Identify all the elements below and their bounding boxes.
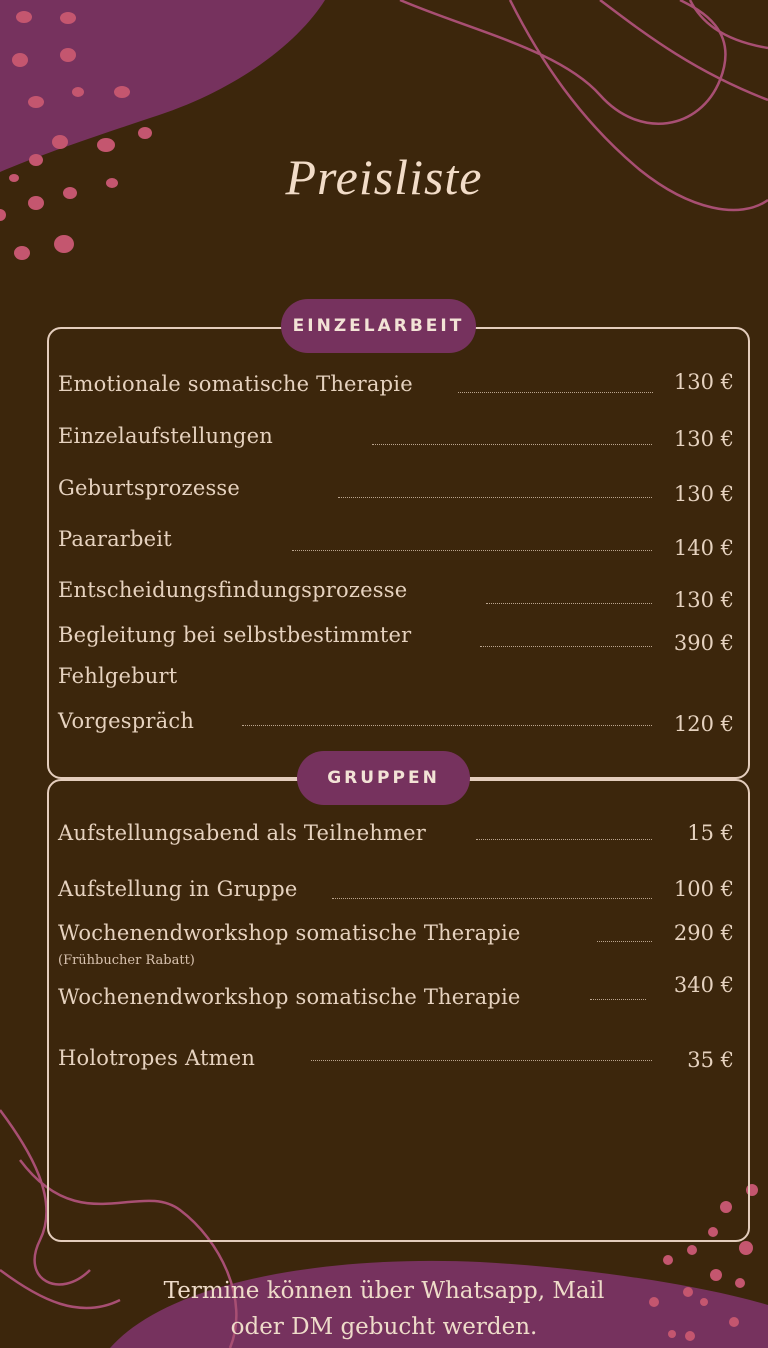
price-row — [58, 707, 734, 747]
dotted-leader — [311, 1060, 652, 1061]
service-name: Wochenendworkshop somatische Therapie — [58, 985, 521, 1009]
service-price: 130 € — [673, 588, 734, 612]
top-left-blob — [0, 0, 325, 172]
service-price: 390 € — [673, 631, 734, 655]
price-row — [58, 918, 734, 974]
page-title: Preisliste — [285, 149, 483, 205]
service-price: 290 € — [673, 921, 734, 945]
service-price: 130 € — [673, 482, 734, 506]
service-price: 120 € — [673, 712, 734, 736]
booking-note-line1: Termine können über Whatsapp, Mail — [163, 1278, 605, 1304]
service-name: Aufstellungsabend als Teilnehmer — [58, 821, 427, 845]
service-name: Geburtsprozesse — [58, 476, 241, 500]
dotted-leader — [486, 603, 652, 604]
price-row — [58, 970, 734, 1010]
price-row — [58, 420, 734, 460]
dotted-leader — [332, 898, 652, 899]
price-row — [58, 622, 734, 696]
dotted-leader — [458, 392, 653, 393]
dotted-leader — [372, 444, 652, 445]
dotted-leader — [242, 725, 652, 726]
service-price: 100 € — [673, 877, 734, 901]
service-name: Vorgespräch — [58, 709, 195, 733]
service-price: 130 € — [673, 427, 734, 451]
price-row — [58, 523, 734, 563]
price-row — [58, 818, 734, 858]
dotted-leader — [590, 999, 646, 1000]
service-price: 15 € — [687, 821, 734, 845]
dotted-leader — [292, 550, 652, 551]
service-price: 340 € — [673, 973, 734, 997]
service-price: 140 € — [673, 536, 734, 560]
price-row — [58, 472, 734, 512]
booking-note-line2: oder DM gebucht werden. — [230, 1314, 538, 1340]
service-name: Holotropes Atmen — [58, 1046, 256, 1070]
price-row — [58, 574, 734, 614]
service-name-line2: Fehlgeburt — [58, 664, 178, 688]
service-name: Paararbeit — [58, 527, 172, 551]
price-row — [58, 368, 734, 408]
section-heading-einzelarbeit: EINZELARBEIT — [281, 299, 476, 353]
service-price: 130 € — [673, 370, 734, 394]
price-row — [58, 874, 734, 914]
service-price: 35 € — [687, 1048, 734, 1072]
dotted-leader — [476, 839, 652, 840]
service-name: Wochenendworkshop somatische Therapie — [58, 921, 521, 945]
service-name: Emotionale somatische Therapie — [58, 372, 413, 396]
price-row — [58, 1044, 734, 1084]
dotted-leader — [597, 941, 652, 942]
service-note: (Frühbucher Rabatt) — [58, 953, 195, 968]
service-name: Entscheidungsfindungsprozesse — [58, 578, 408, 602]
service-name: Begleitung bei selbstbestimmter — [58, 623, 412, 647]
booking-note — [0, 1273, 768, 1345]
service-name: Aufstellung in Gruppe — [58, 877, 298, 901]
dotted-leader — [480, 646, 652, 647]
section-heading-gruppen: GRUPPEN — [297, 751, 470, 805]
dotted-leader — [338, 497, 652, 498]
service-name: Einzelaufstellungen — [58, 424, 273, 448]
